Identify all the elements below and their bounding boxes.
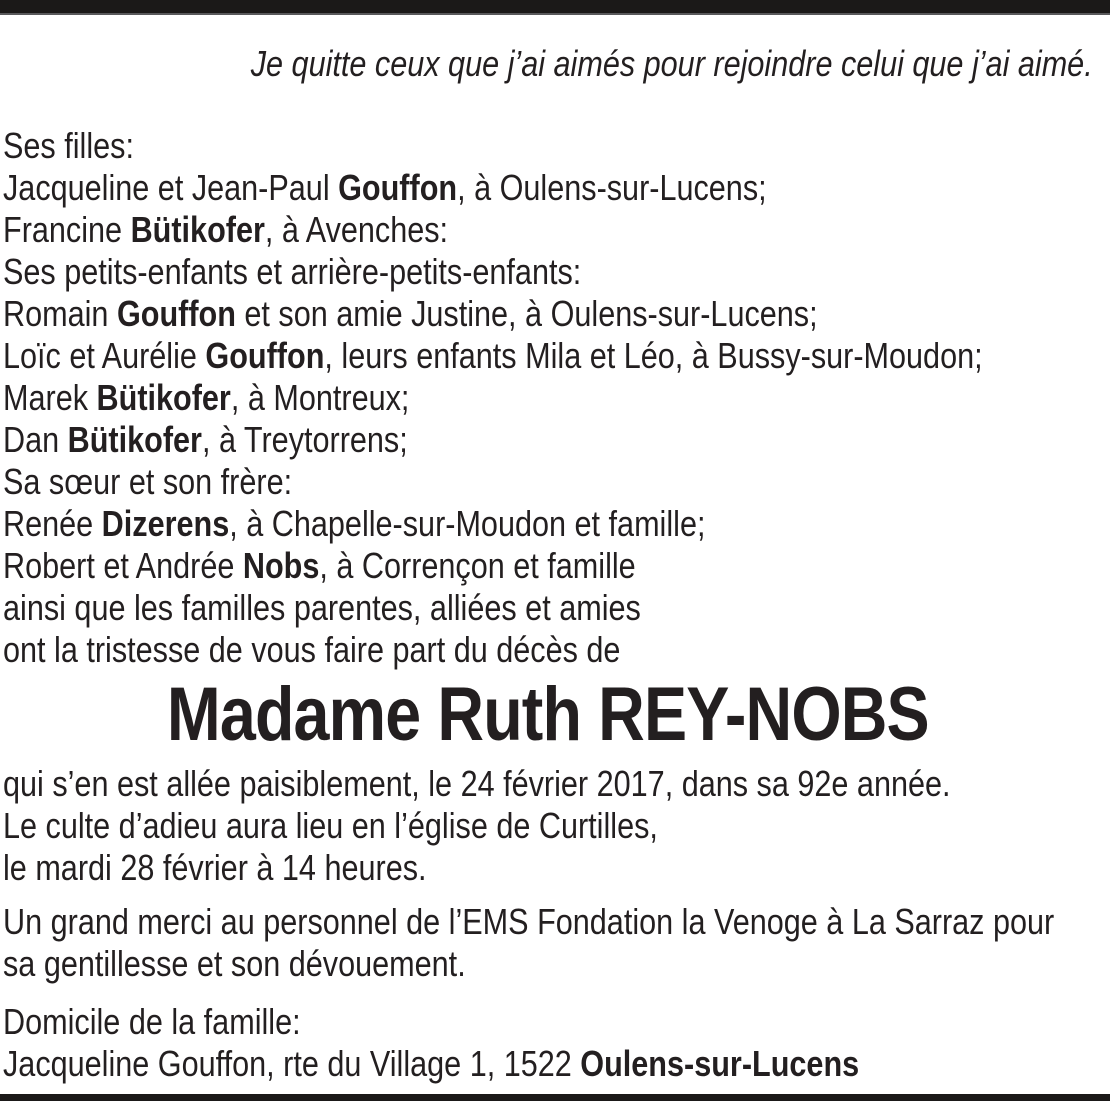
notice-line	[3, 587, 1110, 629]
bold-name-text: Gouffon	[116, 293, 236, 334]
notice-line	[3, 629, 1110, 671]
plain-text: Renée	[3, 503, 102, 544]
notice-line	[3, 419, 1110, 461]
plain-text: sa gentillesse et son dévouement.	[3, 943, 466, 984]
plain-text: Domicile de la famille:	[3, 1001, 301, 1042]
plain-text: , à Avenches:	[264, 209, 449, 250]
plain-text: , à Treytorrens;	[201, 419, 408, 460]
plain-text: Marek	[3, 377, 97, 418]
plain-text: Ses filles:	[3, 125, 134, 166]
plain-text: Francine	[3, 209, 131, 250]
notice-line	[3, 209, 1110, 251]
notice-line	[3, 763, 1110, 805]
plain-text: , à Chapelle-sur-Moudon et famille;	[229, 503, 706, 544]
notice-line	[3, 901, 1110, 943]
bold-name-text: Oulens-sur-Lucens	[580, 1043, 860, 1084]
plain-text: Dan	[3, 419, 68, 460]
plain-text: , à Oulens-sur-Lucens;	[457, 167, 767, 208]
family-list	[3, 125, 1110, 671]
notice-line	[3, 805, 1110, 847]
death-notice	[3, 15, 1110, 1085]
notice-line	[3, 461, 1110, 503]
notice-line	[3, 335, 1110, 377]
plain-text: Jacqueline et Jean-Paul	[3, 167, 339, 208]
plain-text: Le culte d’adieu aura lieu en l’église de Curtilles,	[3, 805, 658, 846]
plain-text: Loïc et Aurélie	[3, 335, 206, 376]
bold-name-text: Gouffon	[338, 167, 458, 208]
bold-name-text: Gouffon	[205, 335, 325, 376]
epigraph-quote: Je quitte ceux que j’ai aimés pour rejoindre celui que j’ai aimé.	[250, 43, 1093, 84]
family-address	[3, 1001, 1110, 1085]
plain-text: Romain	[3, 293, 117, 334]
notice-line	[3, 293, 1110, 335]
plain-text: ainsi que les familles parentes, alliées et amies	[3, 587, 641, 628]
deceased-name-title: Madame Ruth REY-NOBS	[166, 672, 929, 757]
plain-text: et son amie Justine, à Oulens-sur-Lucens;	[235, 293, 818, 334]
plain-text: , à Montreux;	[230, 377, 410, 418]
notice-line	[3, 1001, 1110, 1043]
notice-line	[3, 847, 1110, 889]
plain-text: le mardi 28 février à 14 heures.	[3, 847, 427, 888]
plain-text: Ses petits-enfants et arrière-petits-enfants:	[3, 251, 582, 292]
plain-text: , leurs enfants Mila et Léo, à Bussy-sur-Moudon;	[324, 335, 983, 376]
thanks-message	[3, 901, 1110, 985]
top-border-bar	[0, 0, 1110, 13]
bottom-border-bar	[0, 1094, 1110, 1101]
notice-line	[3, 125, 1110, 167]
plain-text: Jacqueline Gouffon, rte du Village 1, 1522	[3, 1043, 581, 1084]
plain-text: Robert et Andrée	[3, 545, 243, 586]
plain-text: , à Corrençon et famille	[319, 545, 636, 586]
notice-line	[3, 503, 1110, 545]
bold-name-text: Bütikofer	[130, 209, 265, 250]
notice-line	[3, 1043, 1110, 1085]
bold-name-text: Nobs	[242, 545, 320, 586]
plain-text: ont la tristesse de vous faire part du décès de	[3, 629, 621, 670]
plain-text: qui s’en est allée paisiblement, le 24 février 2017, dans sa 92e année.	[3, 763, 951, 804]
notice-line	[3, 545, 1110, 587]
notice-line	[3, 943, 1110, 985]
plain-text: Un grand merci au personnel de l’EMS Fondation la Venoge à La Sarraz pour	[3, 901, 1055, 942]
plain-text: Sa sœur et son frère:	[3, 461, 293, 502]
ceremony-info	[3, 763, 1110, 889]
notice-line	[3, 251, 1110, 293]
bold-name-text: Dizerens	[101, 503, 230, 544]
bold-name-text: Bütikofer	[96, 377, 231, 418]
bold-name-text: Bütikofer	[67, 419, 202, 460]
notice-line	[3, 377, 1110, 419]
notice-line	[3, 167, 1110, 209]
